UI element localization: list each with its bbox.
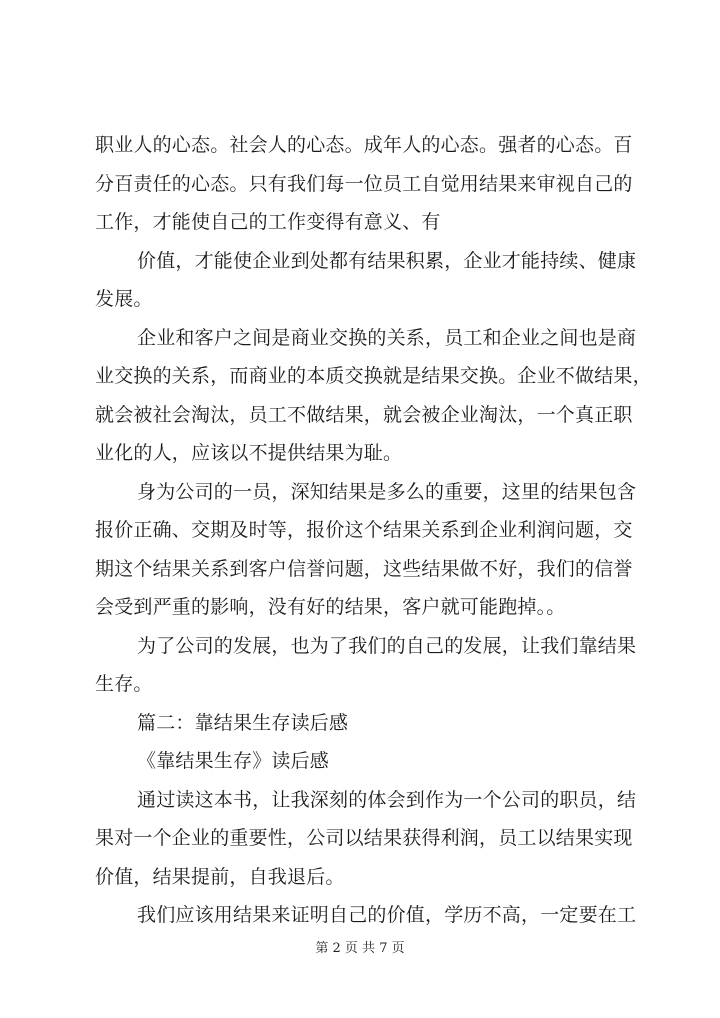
text-line: 价值，结果提前，自我退后。 <box>95 865 345 888</box>
text-line: 生存。 <box>95 673 153 695</box>
text-line: 果对一个企业的重要性，公司以结果获得利润，员工以结果实现 <box>95 827 633 849</box>
text-line: 企业和客户之间是商业交换的关系，员工和企业之间也是商 <box>137 326 637 349</box>
text-line: 分百责任的心态。只有我们每一位员工自觉用结果来审视自己的 <box>95 172 633 195</box>
text-line: 会受到严重的影响，没有好的结果，客户就可能跑掉。。 <box>95 596 566 618</box>
text-line: 发展。 <box>95 288 153 310</box>
document-body <box>95 126 652 935</box>
page-footer: 第 2 页 共 7 页 <box>315 941 405 956</box>
text-line: 《靠结果生存》读后感 <box>137 750 330 772</box>
text-line: 篇二：靠结果生存读后感 <box>137 711 349 734</box>
text-line: 职业人的心态。社会人的心态。成年人的心态。强者的心态。百 <box>95 134 633 156</box>
text-line: 为了公司的发展，也为了我们的自己的发展，让我们靠结果 <box>137 634 637 657</box>
text-line: 期这个结果关系到客户信誉问题，这些结果做不好，我们的信誉 <box>95 557 633 580</box>
text-line: 业交换的关系，而商业的本质交换就是结果交换。企业不做结果， <box>95 365 652 387</box>
text-line: 通过读这本书，让我深刻的体会到作为一个公司的职员，结 <box>137 788 637 811</box>
text-line: 我们应该用结果来证明自己的价值，学历不高，一定要在工 <box>137 904 637 926</box>
text-line: 就会被社会淘汰，员工不做结果，就会被企业淘汰，一个真正职 <box>95 403 633 426</box>
text-line: 业化的人，应该以不提供结果为耻。 <box>95 442 403 464</box>
text-line: 工作，才能使自己的工作变得有意义、有 <box>95 211 441 233</box>
text-line: 价值，才能使企业到处都有结果积累，企业才能持续、健康 <box>137 249 637 272</box>
text-line: 报价正确、交期及时等，报价这个结果关系到企业利润问题，交 <box>95 519 633 541</box>
text-line: 身为公司的一员，深知结果是多么的重要，这里的结果包含 <box>137 480 637 503</box>
